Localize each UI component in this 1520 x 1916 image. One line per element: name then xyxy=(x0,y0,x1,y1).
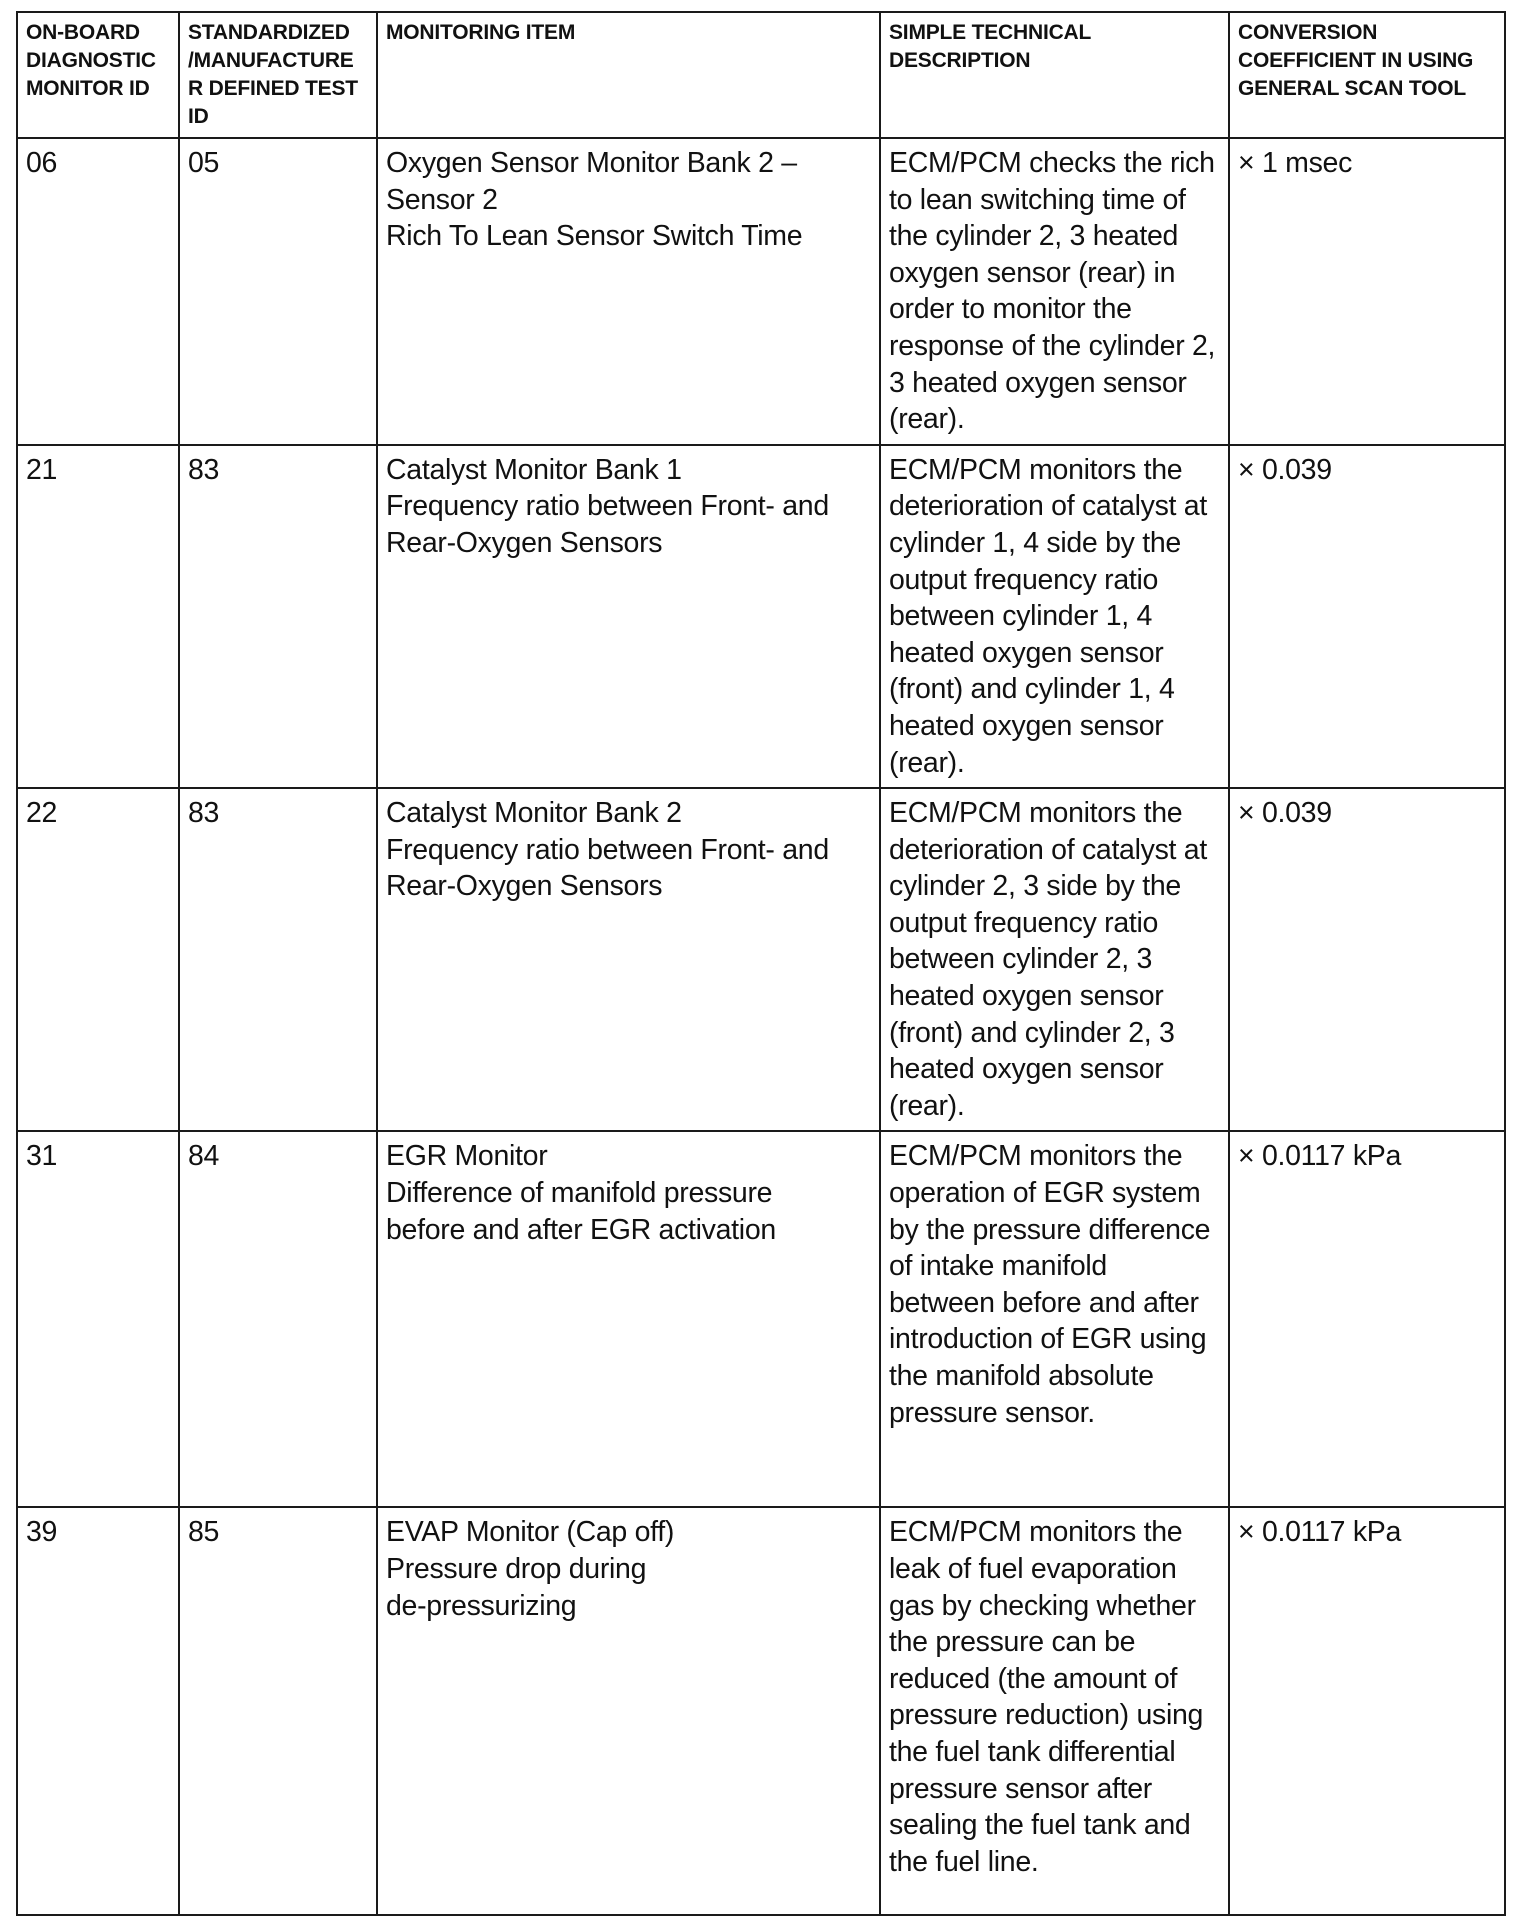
description-text: ECM/PCM monitors the operation of EGR system by the pressure difference of intake manifold between before and after introduction of EGR using the manifold absolute pressure sensor. xyxy=(889,1140,1211,1429)
description-text: ECM/PCM monitors the deterioration of catalyst at cylinder 1, 4 side by the output frequency ratio between cylinder 1, 4 heated oxygen sensor (front) and cylinder 1, 4 heated oxygen sensor (rear). xyxy=(889,453,1207,779)
header-description: SIMPLE TECHNICAL DESCRIPTION xyxy=(880,12,1229,138)
table-row xyxy=(17,445,1505,788)
conversion-cell: × 0.039 xyxy=(1229,445,1505,788)
monitor-id-cell: 21 xyxy=(17,445,179,788)
description-cell xyxy=(880,1507,1229,1915)
description-cell xyxy=(880,1131,1229,1507)
monitor-id-cell: 31 xyxy=(17,1131,179,1507)
monitor-id-cell: 39 xyxy=(17,1507,179,1915)
item-line: EGR Monitor xyxy=(386,1140,548,1173)
item-line: Rear-Oxygen Sensors xyxy=(386,526,663,559)
conversion-cell: × 0.039 xyxy=(1229,788,1505,1131)
test-id-cell: 84 xyxy=(179,1131,377,1507)
monitoring-item-cell xyxy=(377,138,880,445)
conversion-cell: × 1 msec xyxy=(1229,138,1505,445)
conversion-cell: × 0.0117 kPa xyxy=(1229,1131,1505,1507)
header-conversion: CONVERSION COEFFICIENT IN USING GENERAL SCAN TOOL xyxy=(1229,12,1505,138)
item-line: Catalyst Monitor Bank 2 xyxy=(386,797,682,830)
item-line: Difference of manifold pressure xyxy=(386,1177,773,1210)
description-text: ECM/PCM checks the rich to lean switching time of the cylinder 2, 3 heated oxygen sensor (rear) in order to monitor the response of the cylinder 2, 3 heated oxygen sensor (rear). xyxy=(889,147,1216,436)
item-line: de-pressurizing xyxy=(386,1589,577,1622)
description-cell xyxy=(880,445,1229,788)
table-row xyxy=(17,138,1505,445)
monitor-id-cell: 06 xyxy=(17,138,179,445)
description-text: ECM/PCM monitors the deterioration of catalyst at cylinder 2, 3 side by the output frequency ratio between cylinder 2, 3 heated oxygen sensor (front) and cylinder 2, 3 heated oxygen sensor (rear). xyxy=(889,797,1207,1122)
conversion-cell: × 0.0117 kPa xyxy=(1229,1507,1505,1915)
monitor-id-cell: 22 xyxy=(17,788,179,1131)
monitoring-item-cell xyxy=(377,1507,880,1915)
description-text: ECM/PCM monitors the leak of fuel evaporation gas by checking whether the pressure can be reduced (the amount of pressure reduction) using the fuel tank differential pressure sensor after sealing the fuel tank and the fuel line. xyxy=(889,1516,1204,1878)
description-cell xyxy=(880,788,1229,1131)
header-monitoring-item: MONITORING ITEM xyxy=(377,12,880,138)
table-row xyxy=(17,1131,1505,1507)
item-line: Catalyst Monitor Bank 1 xyxy=(386,453,682,486)
item-line: before and after EGR activation xyxy=(386,1213,776,1246)
test-id-cell: 85 xyxy=(179,1507,377,1915)
monitoring-item-cell xyxy=(377,445,880,788)
item-line: Rich To Lean Sensor Switch Time xyxy=(386,220,803,253)
item-line: EVAP Monitor (Cap off) xyxy=(386,1516,675,1549)
item-line: Pressure drop during xyxy=(386,1553,647,1586)
monitoring-item-cell xyxy=(377,1131,880,1507)
item-line: Sensor 2 xyxy=(386,183,498,216)
header-test-id: STANDARDIZED /MANUFACTURE R DEFINED TEST ID xyxy=(179,12,377,138)
item-line: Frequency ratio between Front- and xyxy=(386,490,829,523)
item-line: Rear-Oxygen Sensors xyxy=(386,870,663,903)
test-id-cell: 05 xyxy=(179,138,377,445)
item-line: Frequency ratio between Front- and xyxy=(386,833,829,866)
diagnostic-monitor-table xyxy=(16,11,1506,1916)
table-row xyxy=(17,788,1505,1131)
test-id-cell: 83 xyxy=(179,788,377,1131)
table-row xyxy=(17,1507,1505,1915)
item-line: Oxygen Sensor Monitor Bank 2 – xyxy=(386,147,797,179)
monitoring-item-cell xyxy=(377,788,880,1131)
header-monitor-id: ON-BOARD DIAGNOSTIC MONITOR ID xyxy=(17,12,179,138)
description-cell xyxy=(880,138,1229,445)
header-row xyxy=(17,12,1505,138)
test-id-cell: 83 xyxy=(179,445,377,788)
